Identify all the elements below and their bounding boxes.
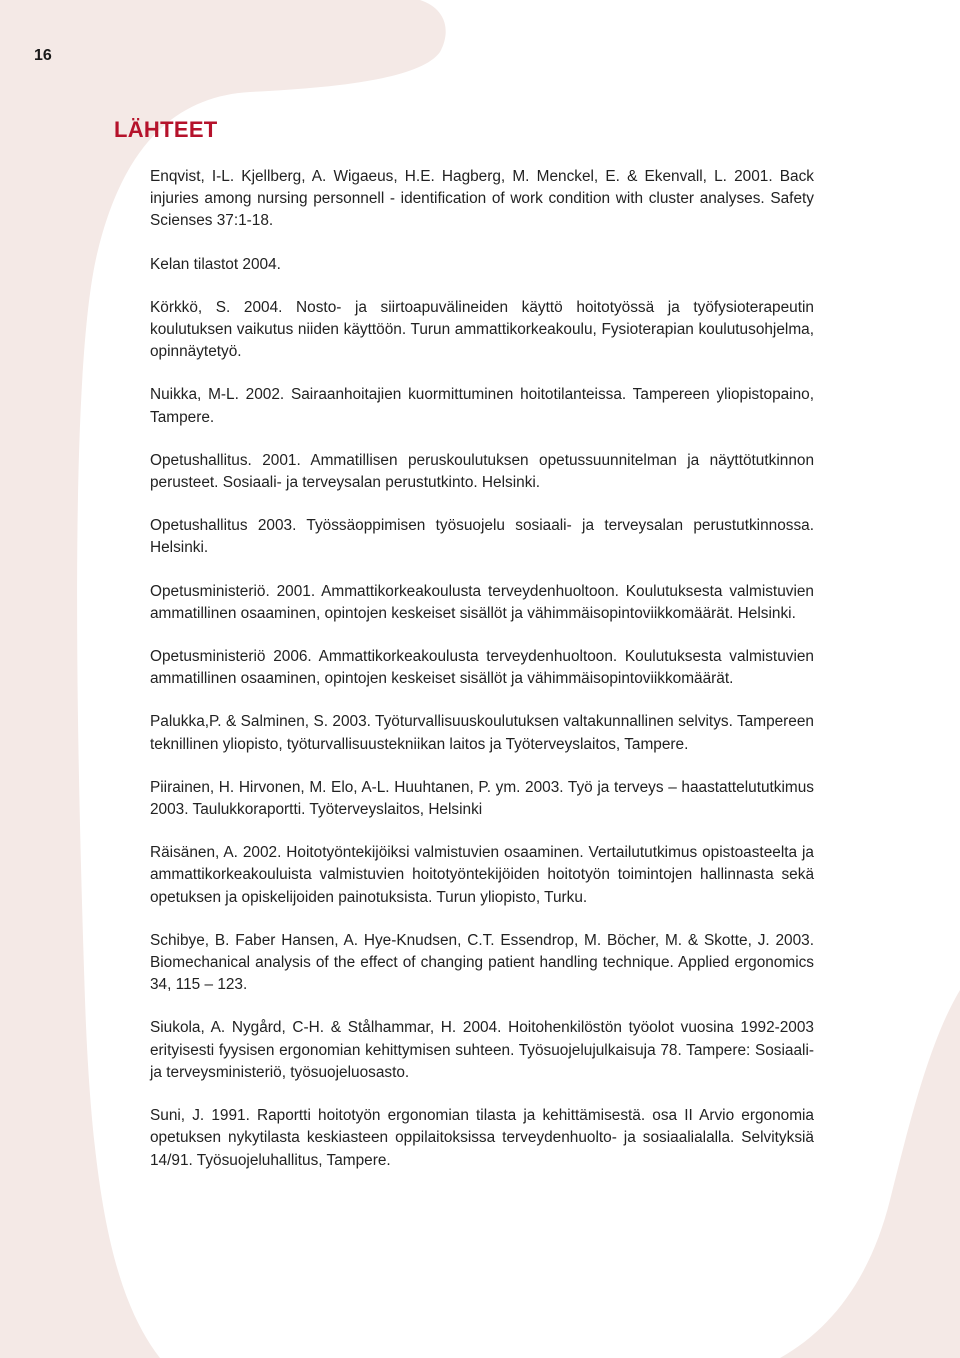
- section-heading: LÄHTEET: [114, 117, 218, 142]
- reference-item: Räisänen, A. 2002. Hoitotyöntekijöiksi valmistuvien osaaminen. Vertailututkimus opistoasteelta ja ammattikorkeakouluista valmistuvien hoitotyöntekijöiden hoitotyön toimintojen hallinnasta sekä opetuksen ja opiskelijoiden painotuksista. Turun yliopisto, Turku.: [150, 844, 814, 906]
- reference-item: Opetusministeriö. 2001. Ammattikorkeakoulusta terveydenhuoltoon. Koulutuksesta valmistuvien ammatillinen osaaminen, opintojen keskeiset sisällöt ja vähimmäisopintoviikkomäärät. Helsinki.: [150, 582, 814, 622]
- reference-item: Enqvist, I-L. Kjellberg, A. Wigaeus, H.E. Hagberg, M. Menckel, E. & Ekenvall, L. 2001. Back injuries among nursing personnell - identification of work condition with cluster analyses. Safety Scienses 37:1-18.: [150, 168, 814, 230]
- reference-item: Palukka,P. & Salminen, S. 2003. Työturvallisuuskoulutuksen valtakunnallinen selvitys. Tampereen teknillinen yliopisto, työturvallisuustekniikan laitos ja Työterveyslaitos, Tampere.: [150, 713, 814, 753]
- reference-item: Schibye, B. Faber Hansen, A. Hye-Knudsen, C.T. Essendrop, M. Böcher, M. & Skotte, J. 2003. Biomechanical analysis of the effect of changing patient handling technique. Applied ergonomics 34, 115 – 123.: [150, 931, 814, 994]
- reference-item: Opetusministeriö 2006. Ammattikorkeakoulusta terveydenhuoltoon. Koulutuksesta valmistuvien ammatillinen osaaminen, opintojen keskeiset sisällöt ja vähimmäisopintoviikkomäärät.: [150, 648, 814, 688]
- reference-item: Siukola, A. Nygård, C-H. & Stålhammar, H. 2004. Hoitohenkilöstön työolot vuosina 1992-2003 erityisesti fyysisen ergonomian kehittymisen suhteen. Työsuojelujulkaisuja 78. Tampere: Sosiaali- ja terveysministeriö, työsuojeluosasto.: [150, 1019, 814, 1081]
- reference-item: Körkkö, S. 2004. Nosto- ja siirtoapuvälineiden käyttö hoitotyössä ja työfysioterapeutin koulutuksen vaikutus niiden käyttöön. Turun ammattikorkeakoulu, Fysioterapian koulutusohjelma, opinnäytetyö.: [150, 298, 814, 361]
- reference-item: Opetushallitus. 2001. Ammatillisen peruskoulutuksen opetussuunnitelman ja näyttötutkinnon perusteet. Sosiaali- ja terveysalan perustutkinto. Helsinki.: [150, 451, 814, 492]
- reference-item: Piirainen, H. Hirvonen, M. Elo, A-L. Huuhtanen, P. ym. 2003. Työ ja terveys – haastattelututkimus 2003. Taulukkoraportti. Työterveyslaitos, Helsinki: [150, 778, 814, 819]
- page-number: 16: [34, 47, 52, 64]
- reference-item: Nuikka, M-L. 2002. Sairaanhoitajien kuormittuminen hoitotilanteissa. Tampereen yliopistopaino, Tampere.: [150, 386, 814, 426]
- reference-item: Opetushallitus 2003. Työssäoppimisen työsuojelu sosiaali- ja terveysalan perustutkinnossa. Helsinki.: [150, 517, 814, 557]
- reference-item: Suni, J. 1991. Raportti hoitotyön ergonomian tilasta ja kehittämisestä. osa II Arvio ergonomia opetuksen nykytilasta keskiasteen oppilaitoksissa terveydenhuolto- ja sosiaalialalla. Selvityksiä 14/91. Työsuojeluhallitus, Tampere.: [150, 1107, 814, 1169]
- reference-list: [150, 166, 814, 1193]
- reference-item: Kelan tilastot 2004.: [150, 255, 281, 273]
